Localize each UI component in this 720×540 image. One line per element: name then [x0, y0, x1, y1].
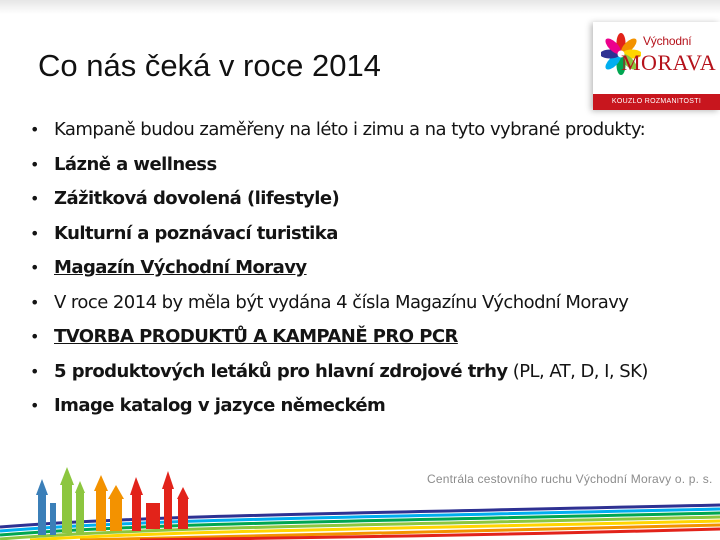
slide-title: Co nás čeká v roce 2014 [38, 48, 381, 83]
bullet-dot: • [30, 361, 39, 381]
skyline-decoration-icon [0, 455, 720, 540]
bullet-item [30, 290, 718, 315]
logo-text-vychodni: Východní [643, 34, 692, 48]
bullet-text: TVORBA PRODUKTŮ A KAMPANĚ PRO PCR [54, 326, 458, 347]
bullet-text: Zážitková dovolená (lifestyle) [54, 188, 340, 209]
bullet-text-bold: 5 produktových letáků pro hlavní zdrojové trhy [54, 360, 508, 382]
bullet-dot: • [30, 223, 39, 243]
bullet-dot: • [30, 292, 39, 312]
bullet-text: Kampaně budou zaměřeny na léto i zimu a na tyto vybrané produkty: [54, 119, 646, 140]
logo-tagline-band: KOUZLO ROZMANITOSTI [593, 94, 720, 110]
bullet-item [30, 255, 718, 280]
bullet-item [30, 359, 718, 384]
bullet-item [30, 152, 718, 177]
bullet-text: Image katalog v jazyce německém [54, 395, 386, 416]
bullet-dot: • [30, 327, 39, 346]
bullet-dot: • [30, 189, 39, 208]
bullet-text: Kulturní a poznávací turistika [54, 222, 338, 244]
bullet-item [30, 221, 718, 246]
bullet-item [30, 324, 718, 349]
bullet-item [30, 117, 718, 142]
bullet-dot: • [30, 120, 39, 139]
top-decorative-strip [0, 0, 720, 14]
bullet-text: Lázně a wellness [54, 153, 217, 175]
bullet-text-normal: (PL, AT, D, I, SK) [507, 360, 648, 382]
bullet-item [30, 393, 718, 418]
bullet-dot: • [30, 154, 39, 174]
logo-text-morava: MORAVA [621, 50, 717, 75]
bullet-item [30, 186, 718, 211]
bullet-list [30, 117, 718, 428]
bullet-text: Magazín Východní Moravy [54, 257, 307, 278]
bullet-dot: • [30, 258, 39, 277]
bullet-text: V roce 2014 by měla být vydána 4 čísla Magazínu Východní Moravy [54, 291, 629, 313]
bullet-dot: • [30, 396, 39, 415]
vychodni-morava-logo [593, 22, 720, 110]
footer-organization-text: Centrála cestovního ruchu Východní Moravy o. p. s. [427, 472, 713, 486]
